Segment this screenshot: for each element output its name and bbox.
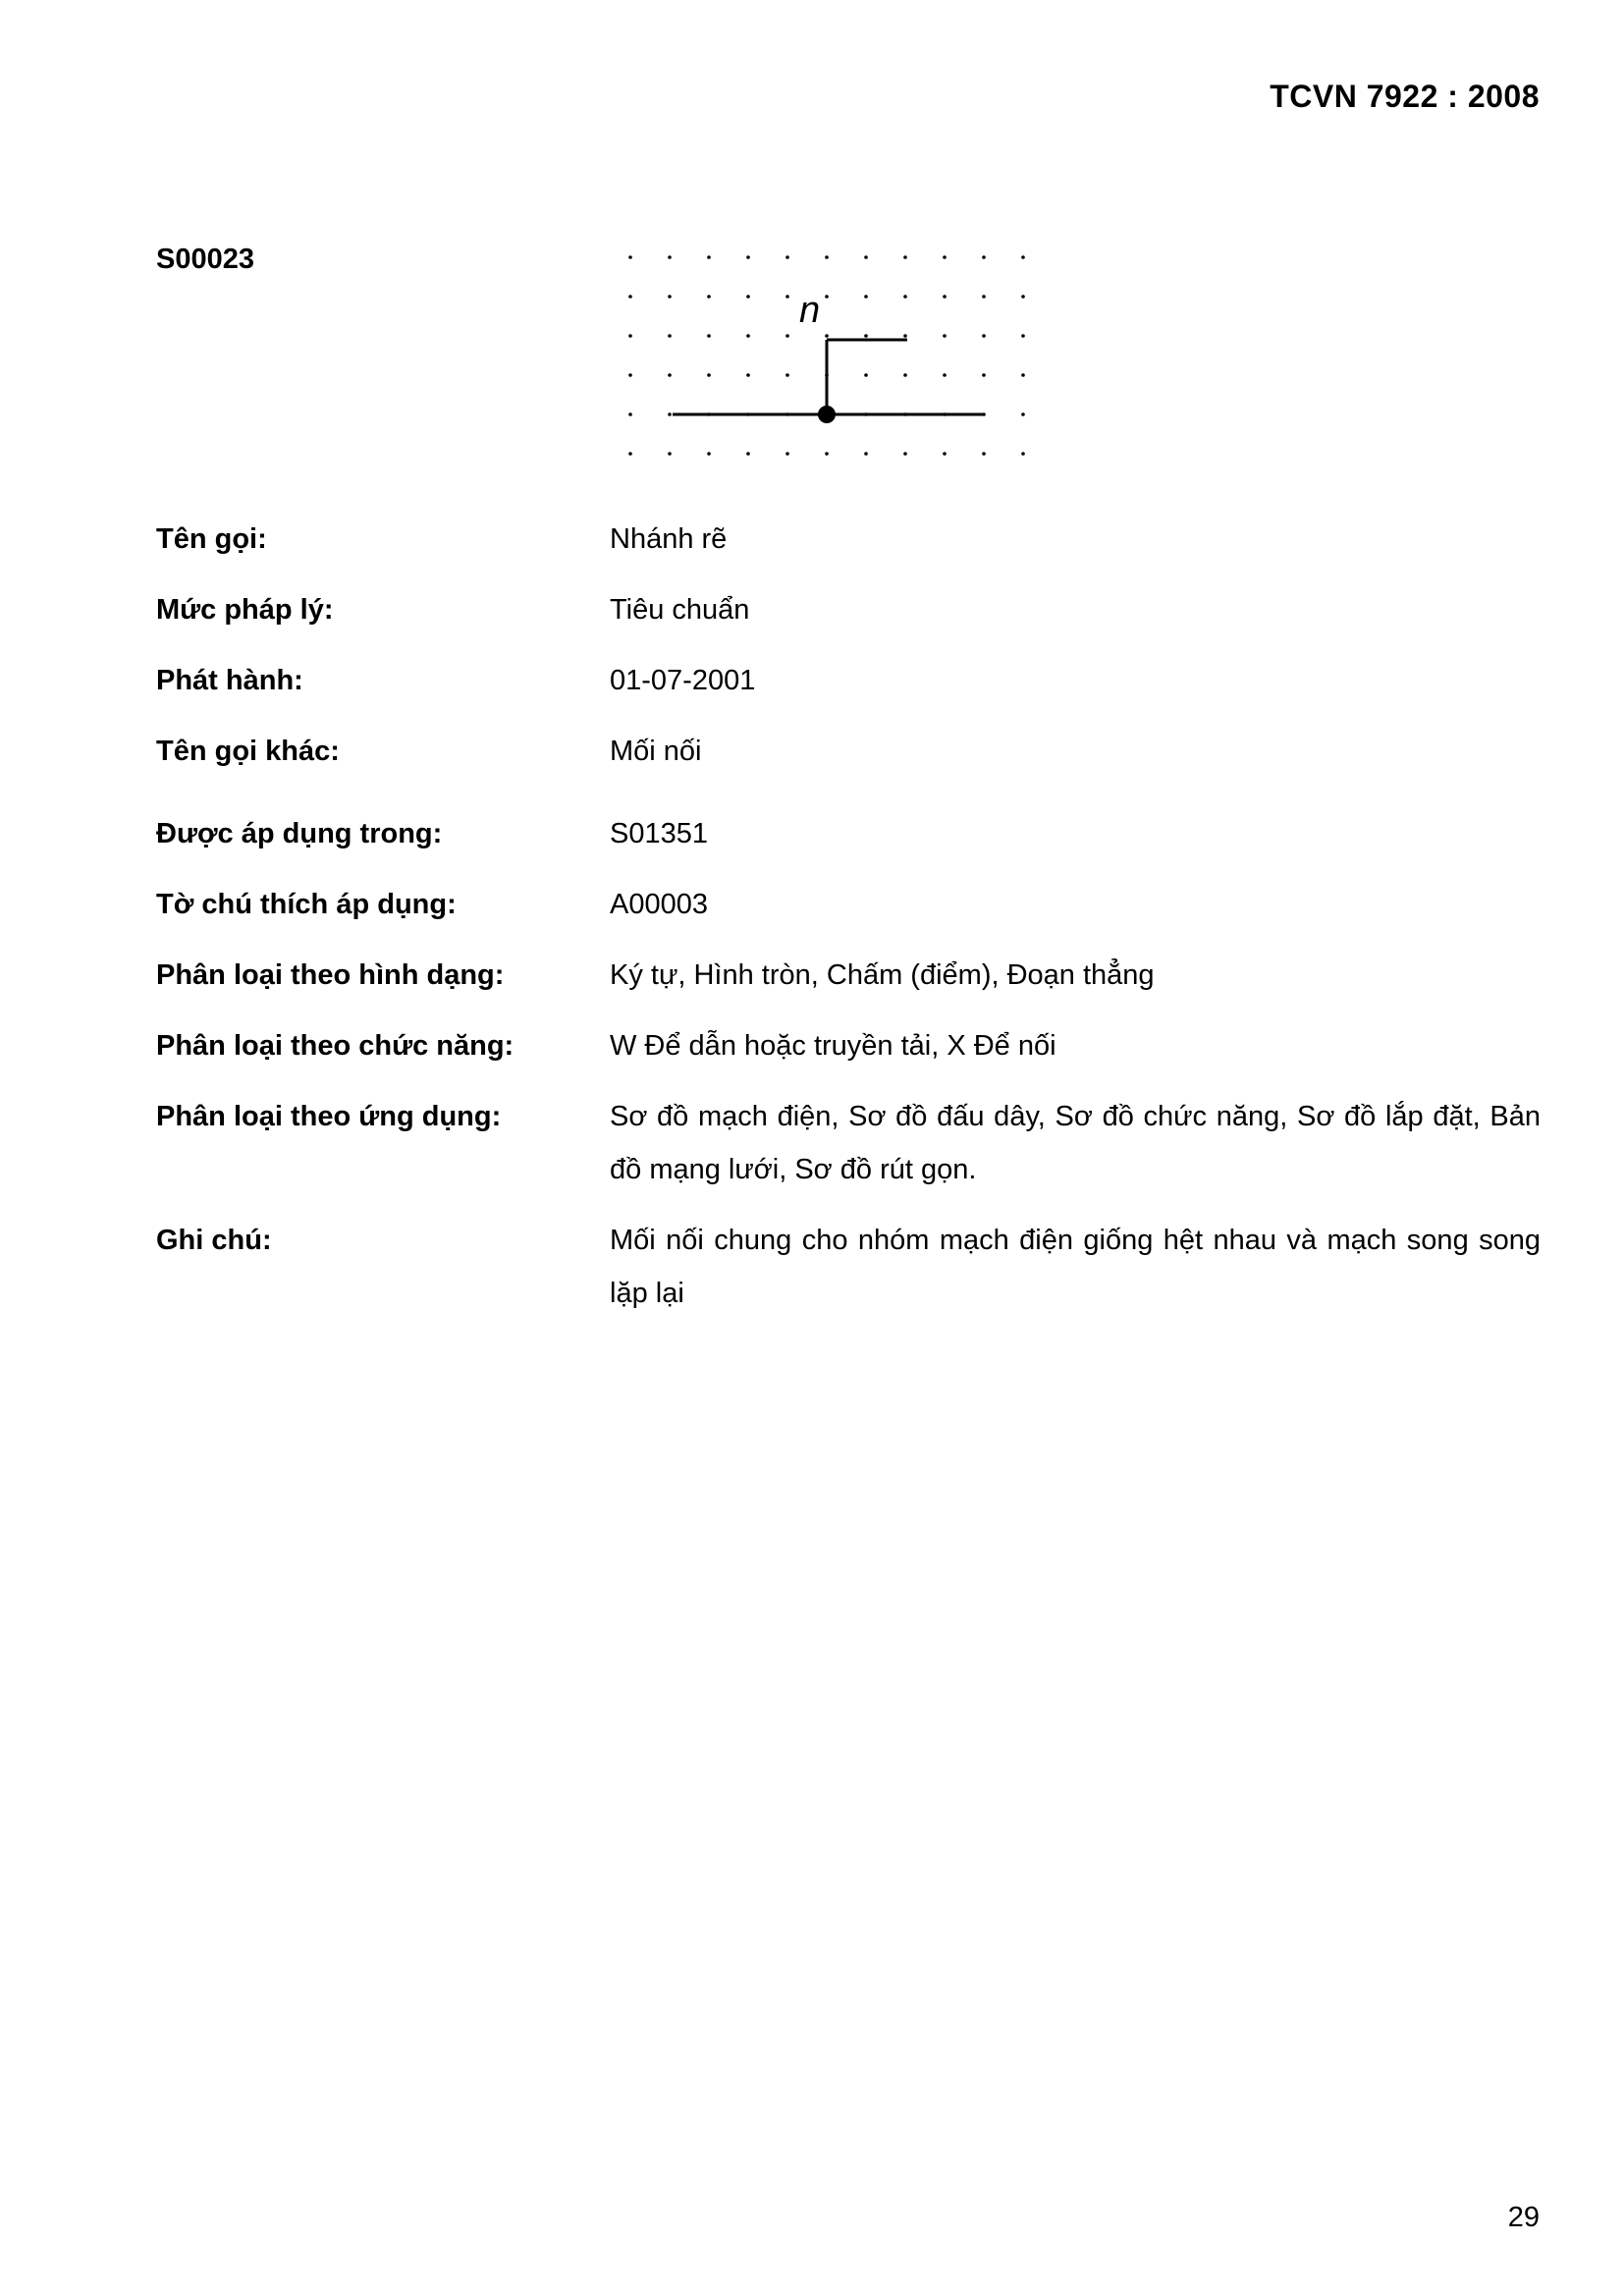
grid-dot [1021, 334, 1025, 338]
property-value: 01-07-2001 [610, 665, 756, 696]
property-label: Phát hành: [156, 665, 303, 696]
grid-dot [943, 334, 947, 338]
grid-dot [1021, 373, 1025, 377]
grid-dot [746, 334, 750, 338]
property-value: Nhánh rẽ [610, 523, 728, 555]
grid-dot [668, 255, 672, 259]
standard-header: TCVN 7922 : 2008 [1270, 79, 1540, 114]
property-value: A00003 [610, 889, 708, 920]
grid-dot [864, 295, 868, 299]
symbol-code: S00023 [156, 244, 254, 275]
grid-dot [1021, 295, 1025, 299]
grid-dot [864, 452, 868, 456]
property-row [156, 583, 1541, 636]
grid-dot [903, 255, 907, 259]
property-label: Tên gọi: [156, 523, 267, 555]
grid-dot [982, 373, 986, 377]
property-row [156, 725, 1541, 778]
grid-dot [746, 452, 750, 456]
grid-dot [628, 255, 632, 259]
grid-dot [982, 452, 986, 456]
figure-label: n [799, 290, 821, 331]
grid-dot [1021, 452, 1025, 456]
property-value: Ký tự, Hình tròn, Chấm (điểm), Đoạn thẳng [610, 959, 1155, 991]
property-row [156, 1019, 1541, 1072]
grid-dot [628, 412, 632, 416]
grid-dot [628, 334, 632, 338]
grid-dot [864, 255, 868, 259]
grid-dot [903, 334, 907, 338]
grid-dot [785, 452, 789, 456]
property-value: Mối nối chung cho nhóm mạch điện giống hệt nhau và mạch song song lặp lại [610, 1225, 1541, 1309]
property-value: Sơ đồ mạch điện, Sơ đồ đấu dây, Sơ đồ chức năng, Sơ đồ lắp đặt, Bản đồ mạng lưới, Sơ đồ rút gọn. [610, 1101, 1541, 1185]
grid-dot [982, 334, 986, 338]
grid-dot [943, 295, 947, 299]
grid-dot [785, 295, 789, 299]
grid-dot [943, 373, 947, 377]
grid-dot [864, 334, 868, 338]
grid-dot [785, 334, 789, 338]
grid-dot [982, 255, 986, 259]
property-row [156, 1214, 1541, 1320]
property-label: Tên gọi khác: [156, 736, 340, 767]
grid-dot [903, 373, 907, 377]
property-row [156, 654, 1541, 707]
grid-dot [1021, 412, 1025, 416]
grid-dot [668, 452, 672, 456]
junction-dot [818, 406, 836, 423]
grid-dot [1021, 255, 1025, 259]
properties-table [156, 513, 1541, 1320]
property-label: Tờ chú thích áp dụng: [156, 889, 457, 920]
grid-dot [903, 452, 907, 456]
grid-dot [903, 295, 907, 299]
grid-dot [943, 452, 947, 456]
grid-dot [746, 255, 750, 259]
property-label: Ghi chú: [156, 1225, 272, 1256]
grid-dot [628, 373, 632, 377]
property-value: Mối nối [610, 736, 702, 767]
grid-dot [668, 295, 672, 299]
property-label: Được áp dụng trong: [156, 818, 443, 849]
grid-dot [707, 334, 711, 338]
page-number: 29 [1507, 2202, 1540, 2233]
property-label: Phân loại theo chức năng: [156, 1030, 514, 1062]
grid-dot [982, 295, 986, 299]
property-label: Mức pháp lý: [156, 594, 334, 626]
property-value: W Để dẫn hoặc truyền tải, X Để nối [610, 1030, 1056, 1062]
grid-dot [668, 412, 672, 416]
grid-dot [668, 334, 672, 338]
property-value: S01351 [610, 818, 708, 849]
grid-dot [707, 295, 711, 299]
grid-dot [707, 255, 711, 259]
grid-dot [825, 255, 829, 259]
grid-dot [668, 373, 672, 377]
property-label: Phân loại theo ứng dụng: [156, 1101, 502, 1132]
grid-dot [628, 295, 632, 299]
grid-dot [628, 452, 632, 456]
branch-junction-icon [619, 246, 1031, 466]
grid-dot [825, 452, 829, 456]
grid-dot [746, 373, 750, 377]
grid-dot [707, 452, 711, 456]
grid-dot [707, 373, 711, 377]
property-value: Tiêu chuẩn [610, 594, 750, 626]
grid-dot [785, 373, 789, 377]
property-row [156, 513, 1541, 566]
grid-dot [864, 373, 868, 377]
property-label: Phân loại theo hình dạng: [156, 959, 505, 991]
property-row [156, 949, 1541, 1002]
grid-dot [943, 255, 947, 259]
property-row [156, 878, 1541, 931]
property-row [156, 1090, 1541, 1196]
grid-dot [785, 255, 789, 259]
grid-dot [825, 334, 829, 338]
grid-dot [746, 295, 750, 299]
grid-dot [825, 295, 829, 299]
property-row [156, 807, 1541, 860]
